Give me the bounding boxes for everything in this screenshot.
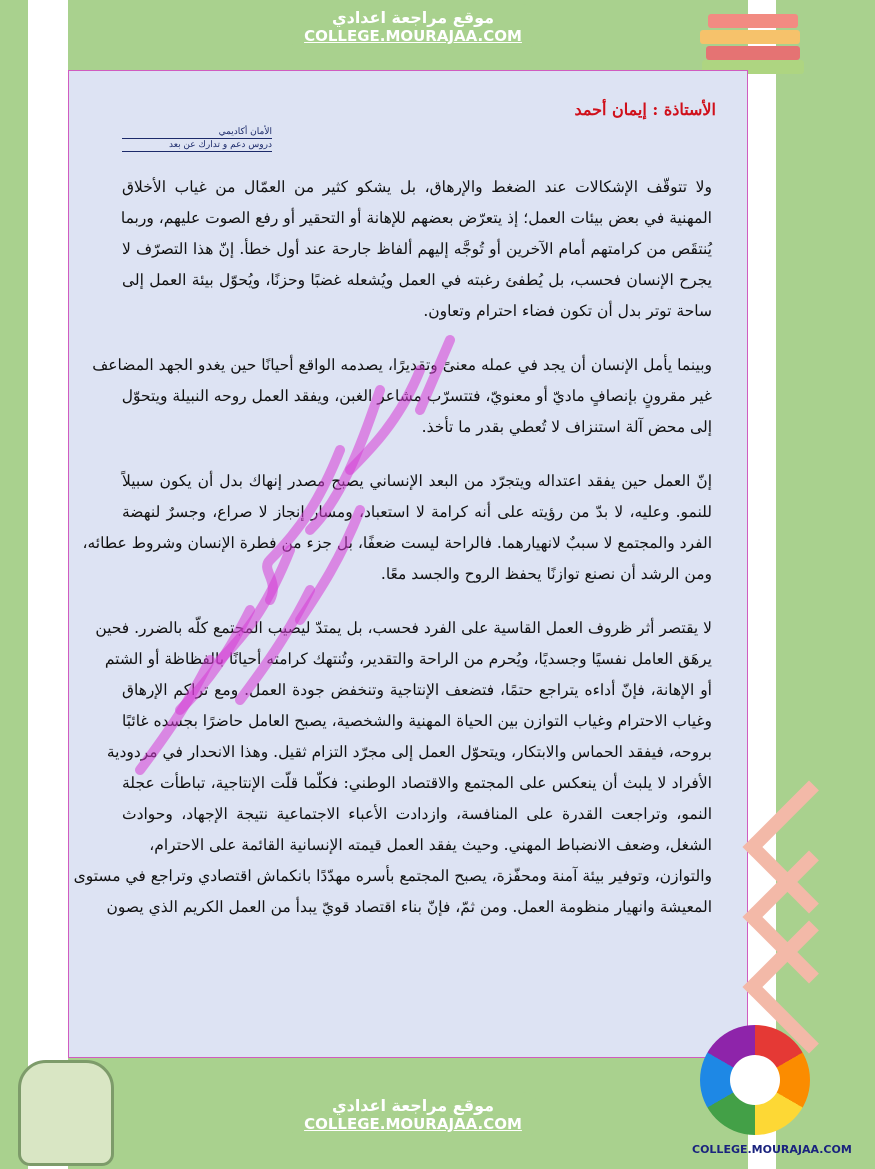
text-line: الفرد والمجتمع لا سببٌ لانهيارهما. فالراحة ليست ضعفًا، بل جزء من فطرة الإنسان وشروط عطائه، [82,534,712,552]
text-line: يرهَق العامل نفسيًا وجسديًا، ويُحرم من الراحة والتقدير، وتُنتهك كرامته أحيانًا بالفظاظة أو الشتم [104,650,712,668]
paragraph-3 [82,466,712,590]
academy-label [122,126,272,152]
text-line: للنمو. وعليه، لا بدّ من رؤيته على أنه كرامة لا استعباد، ومسار إنجاز لا صراع، وجسرٌ لنهضة [122,503,712,521]
header-site-arabic: موقع مراجعة اعدادي [331,8,495,27]
header-site-link[interactable]: COLLEGE.MOURAJAA.COM [304,27,522,45]
text-line: ساحة توتر بدل أن تكون فضاء احترام وتعاون. [423,302,712,320]
paragraph-1 [122,172,712,327]
academy-tagline: دروس دعم و تدارك عن بعد [122,139,272,152]
footer-site-arabic: موقع مراجعة اعدادي [331,1096,495,1115]
text-line: يُنتقَص من كرامتهم أمام الآخرين أو تُوجَّه إليهم ألفاظ جارحة عند أول خطأ. إنّ هذا التصرّف لا [122,240,712,258]
text-line: لا يقتصر أثر ظروف العمل القاسية على الفرد فحسب، بل يمتدّ ليصيب المجتمع كلّه بالضرر. فحين [95,619,712,637]
text-line: ولا تتوقّف الإشكالات عند الضغط والإرهاق، بل يشكو كثير من العمّال من غياب الأخلاق [122,178,712,196]
logo-site-label: COLLEGE.MOURAJAA.COM [692,1143,852,1156]
paragraph-4 [73,613,712,923]
footer-site-link[interactable]: COLLEGE.MOURAJAA.COM [304,1115,522,1133]
text-line: الشغل، وضعف الانضباط المهني. وحيث يفقد العمل قيمته الإنسانية القائمة على الاحترام، [149,836,712,854]
text-line: المعيشة وانهيار منظومة العمل. ومن ثمّ، فإنّ بناء اقتصاد قويّ يبدأ من العمل الكريم الذي يصون [106,898,712,916]
text-line: أو الإهانة، فإنّ أداءه يتراجع حتمًا، فتضعف الإنتاجية وتنخفض جودة العمل. ومع تراكم الإرهاق [122,681,712,699]
text-line: والتوازن، وتوفير بيئة آمنة ومحفّزة، يصبح المجتمع بأسره مهدّدًا بانكماش اقتصادي وتراجع في مستوى [73,867,712,885]
text-line: إنّ العمل حين يفقد اعتداله ويتجرّد من البعد الإنساني يصبح مصدر إنهاك بدل أن يكون سبيلاً [122,472,712,490]
footer-banner [286,1092,540,1137]
books-icon [700,14,810,72]
text-line: وبينما يأمل الإنسان أن يجد في عمله معنىً وتقديرًا، يصدمه الواقع أحيانًا حين يغدو الجهد المضاعف [92,356,712,374]
text-line: ومن الرشد أن نصنع توازنًا يحفظ الروح والجسد معًا. [380,565,712,583]
left-white-strip [28,0,68,1169]
text-line: النمو، وتراجعت القدرة على المنافسة، وازدادت الأعباء الاجتماعية نتيجة الإجهاد، وحوادث [122,805,712,823]
text-line: يجرح الإنسان فحسب، بل يُطفئ رغبته في العمل ويُشعله غضبًا وحزنًا، ويُحوّل بيئة العمل إلى [122,271,712,289]
header-banner [286,4,540,49]
text-line: بروحه، فيفقد الحماس والابتكار، ويتحوّل العمل إلى مجرّد التزام ثقيل. وهذا الانحدار في مردودية [106,743,712,761]
document-body [73,172,712,946]
text-line: وغياب الاحترام وغياب التوازن بين الحياة المهنية والشخصية، يصبح العامل حاضرًا بجسده غائبًا [122,712,712,730]
text-line: غير مقرونٍ بإنصافٍ ماديّ أو معنويّ، فتتسرّب مشاعر الغبن، ويفقد العمل روحه النبيلة ويتحوّل [121,387,712,405]
site-logo-icon [700,1025,810,1135]
paragraph-2 [92,350,712,443]
text-line: إلى محض آلة استنزاف لا تُعطي بقدر ما تأخذ. [421,418,712,436]
text-line: الأفراد لا يلبث أن ينعكس على المجتمع والاقتصاد الوطني: فكلّما قلّت الإنتاجية، تباطأت عجلة [122,774,712,792]
text-line: المهنية في بعض بيئات العمل؛ إذ يتعرّض بعضهم للإهانة أو التحقير أو رفع الصوت عليهم، وربما [120,209,712,227]
backpack-icon [18,1060,114,1166]
teacher-name: الأستاذة : إيمان أحمد [574,100,716,119]
academy-name: الأمان أكاديمي [122,126,272,139]
